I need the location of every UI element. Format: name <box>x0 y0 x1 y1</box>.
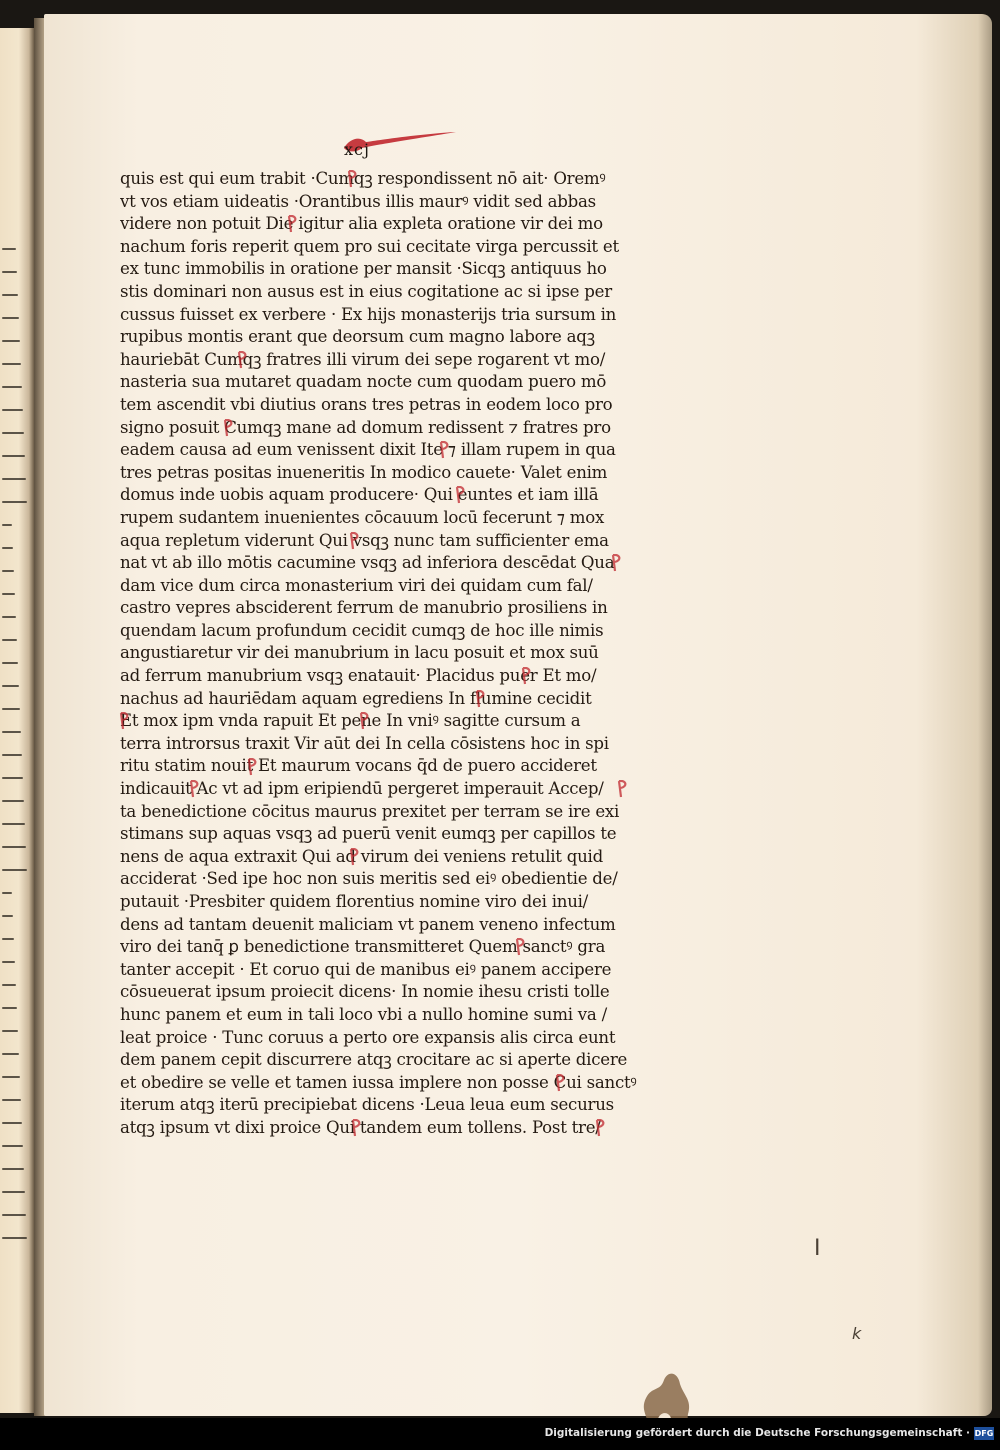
rubric-initial <box>188 780 201 798</box>
rubric-initial <box>438 441 451 459</box>
text-line: terra introrsus traxit Vir aūt dei In cella cōsistens hoc in spi <box>120 733 609 753</box>
text-line: ex tunc immobilis in oratione per mansit ·Sicqꝫ antiquus ho <box>120 259 607 279</box>
facing-page-text-fragment <box>2 570 14 572</box>
text-line: putauit ·Presbiter quidem florentius nomine viro dei inui/ <box>120 892 589 911</box>
digitization-footer <box>0 1418 1000 1450</box>
manuscript-page <box>44 14 992 1416</box>
facing-page-text-fragment <box>2 340 20 342</box>
facing-page-text-fragment <box>2 800 24 802</box>
text-line: nens de aqua extraxit Qui ad virum dei veniens retulit quid <box>120 846 603 866</box>
rubric-initial <box>346 170 359 188</box>
text-line: atqꝫ ipsum vt dixi proice Qui tandem eum tollens. Post tre/ <box>120 1117 601 1137</box>
text-line: hauriebāt Cumqꝫ fratres illi virum dei sepe rogarent vt mo/ <box>120 349 606 369</box>
text-line: hunc panem et eum in tali loco vbi a nullo homine sumi va / <box>120 1004 607 1024</box>
rubric-initial <box>474 690 487 708</box>
facing-page-text-fragment <box>2 1237 27 1239</box>
facing-page-text-fragment <box>2 1191 25 1193</box>
rubric-initial <box>520 667 533 685</box>
page-edge-shade <box>978 14 992 1416</box>
facing-page-text-fragment <box>2 478 26 480</box>
facing-page-text-fragment <box>2 294 18 296</box>
text-line: domus inde uobis aquam producere· Qui euntes et iam illā <box>120 485 599 505</box>
rubric-initial <box>350 1119 363 1137</box>
text-line: vt vos etiam uideatis ·Orantibus illis maurꝰ vidit sed abbas <box>120 191 596 211</box>
facing-page-text-fragment <box>2 639 17 641</box>
text-line: ad ferrum manubrium vsqꝫ enatauit· Placidus puer Et mo/ <box>120 666 597 686</box>
facing-page-text-fragment <box>2 938 14 940</box>
facing-page-text-fragment <box>2 616 16 618</box>
facing-page-text-fragment <box>2 754 22 756</box>
facing-page-text-fragment <box>2 524 12 526</box>
facing-page-text-fragment <box>2 731 21 733</box>
facing-page-text-fragment <box>2 501 27 503</box>
dfg-logo: DFG <box>974 1429 994 1438</box>
pencil-mark: I <box>814 1236 821 1261</box>
facing-page-text-fragment <box>2 1099 21 1101</box>
text-line: signo posuit Cumqꝫ mane ad domum redissent ⁊ fratres pro <box>120 417 611 437</box>
text-line: videre non potuit Die igitur alia expleta oratione vir dei mo <box>120 214 603 234</box>
text-line: nachus ad hauriēdam aquam egrediens In flumine cecidit <box>120 688 592 708</box>
text-line: dam vice dum circa monasterium viri dei quidam cum fal/ <box>120 575 593 595</box>
rubric-initial <box>358 712 371 730</box>
text-line: cussus fuisset ex verbere · Ex hijs monasterijs tria sursum in <box>120 304 617 324</box>
folio-number: xcj <box>344 140 370 159</box>
facing-page-text-fragment <box>2 823 25 825</box>
facing-page-edge <box>0 28 34 1413</box>
text-line: viro dei tanq̄ ꝑ benedictione transmitteret Quem sanctꝰ gra <box>120 937 606 957</box>
facing-page-text-fragment <box>2 685 19 687</box>
facing-page-text-fragment <box>2 1030 18 1032</box>
text-line: eadem causa ad eum venissent dixit Ite ⁊ illam rupem in qua <box>120 440 616 460</box>
text-line: indicauit Ac vt ad ipm eripiendū pergeret imperauit Accep/ <box>120 779 604 799</box>
text-line: nat vt ab illo mōtis cacumine vsqꝫ ad inferiora descēdat Qua <box>120 553 615 573</box>
facing-page-text-fragment <box>2 915 13 917</box>
facing-page-text-fragment <box>2 1007 17 1009</box>
facing-page-text-fragment <box>2 1168 24 1170</box>
text-line: stis dominari non ausus est in eius cogitatione ac si ipse per <box>120 281 612 301</box>
rubric-initial <box>594 1119 607 1137</box>
rubric-initial <box>514 938 527 956</box>
text-line: dem panem cepit discurrere atqꝫ crocitare ac si aperte dicere <box>120 1050 628 1070</box>
rubric-initial <box>554 1074 567 1092</box>
rubric-initial <box>348 848 361 866</box>
facing-page-text-fragment <box>2 846 26 848</box>
facing-page-text-fragment <box>2 386 22 388</box>
text-line: nasteria sua mutaret quadam nocte cum quodam puero mō <box>120 372 607 392</box>
text-line: ta benedictione cōcitus maurus prexitet per terram se ire exi <box>120 801 620 821</box>
text-line: Et mox ipm vnda rapuit Et pene In vniꝰ sagitte cursum a <box>120 711 581 731</box>
facing-page-text-fragment <box>2 777 23 779</box>
text-line: acciderat ·Sed ipe hoc non suis meritis sed eiꝰ obedientie de/ <box>120 869 618 889</box>
facing-page-text-fragment <box>2 1214 26 1216</box>
facing-page-text-fragment <box>2 1076 20 1078</box>
facing-page-text-fragment <box>2 1122 22 1124</box>
text-line: rupibus montis erant que deorsum cum magno labore aqꝫ <box>120 327 595 347</box>
rubric-initial <box>348 532 361 550</box>
text-line: cōsueuerat ipsum proiecit dicens· In nomie ihesu cristi tolle <box>120 982 610 1002</box>
rubric-initial <box>454 486 467 504</box>
facing-page-text-fragment <box>2 662 18 664</box>
facing-page-text-fragment <box>2 363 21 365</box>
facing-page-text-fragment <box>2 961 15 963</box>
facing-page-text-fragment <box>2 1053 19 1055</box>
text-line: nachum foris reperit quem pro sui cecitate virga percussit et <box>120 236 619 256</box>
text-line: stimans sup aquas vsqꝫ ad puerū venit eumqꝫ per capillos te <box>120 824 617 844</box>
rubric-initial <box>610 554 623 572</box>
facing-page-text-fragment <box>2 593 15 595</box>
rubric-initial <box>118 712 131 730</box>
facing-page-text-fragment <box>2 1145 23 1147</box>
rubric-initial <box>246 758 259 776</box>
facing-page-text-fragment <box>2 892 12 894</box>
text-line: ritu statim nouit Et maurum vocans q̄d de puero accideret <box>120 756 597 776</box>
text-line: aqua repletum viderunt Qui vsqꝫ nunc tam sufficienter ema <box>120 530 609 550</box>
text-line: tem ascendit vbi diutius orans tres petras in eodem loco pro <box>120 394 613 414</box>
facing-page-text-fragment <box>2 708 20 710</box>
rubric-initial <box>286 215 299 233</box>
text-line: tanter accepit · Et coruo qui de manibus eiꝰ panem accipere <box>120 959 612 979</box>
text-line: dens ad tantam deuenit maliciam vt panem veneno infectum <box>120 914 616 934</box>
facing-page-text-fragment <box>2 984 16 986</box>
text-line: iterum atqꝫ iterū precipiebat dicens ·Leua leua eum securus <box>120 1095 614 1115</box>
facing-page-text-fragment <box>2 248 16 250</box>
facing-page-text-fragment <box>2 455 25 457</box>
facing-page-text-fragment <box>2 271 17 273</box>
pencil-mark: k <box>852 1324 862 1343</box>
rubric-initial <box>236 351 249 369</box>
facing-page-text-fragment <box>2 432 24 434</box>
text-line: rupem sudantem inuenientes cōcauum locū fecerunt ⁊ mox <box>120 507 605 527</box>
text-line: leat proice · Tunc coruus a perto ore expansis alis circa eunt <box>120 1027 616 1047</box>
facing-page-text-fragment <box>2 547 13 549</box>
funding-credit: Digitalisierung gefördert durch die Deutsche Forschungsgemeinschaft · <box>544 1427 970 1439</box>
facing-page-text-fragment <box>2 409 23 411</box>
text-column <box>120 168 740 1140</box>
text-line: quis est qui eum trabit ·Cumqꝫ respondissent nō ait· Oremꝰ <box>120 169 606 188</box>
rubric-initial <box>616 780 629 798</box>
facing-page-text-fragment <box>2 317 19 319</box>
text-line: tres petras positas inueneritis In modico cauete· Valet enim <box>120 462 608 482</box>
text-line: quendam lacum profundum cecidit cumqꝫ de hoc ille nimis <box>120 620 604 640</box>
facing-page-text-fragment <box>2 869 27 871</box>
rubric-initial <box>222 419 235 437</box>
text-line: castro vepres absciderent ferrum de manubrio prosiliens in <box>120 598 608 618</box>
text-line: et obedire se velle et tamen iussa implere non posse Cui sanctꝰ <box>120 1072 637 1092</box>
text-line: angustiaretur vir dei manubrium in lacu posuit et mox suū <box>120 643 599 663</box>
